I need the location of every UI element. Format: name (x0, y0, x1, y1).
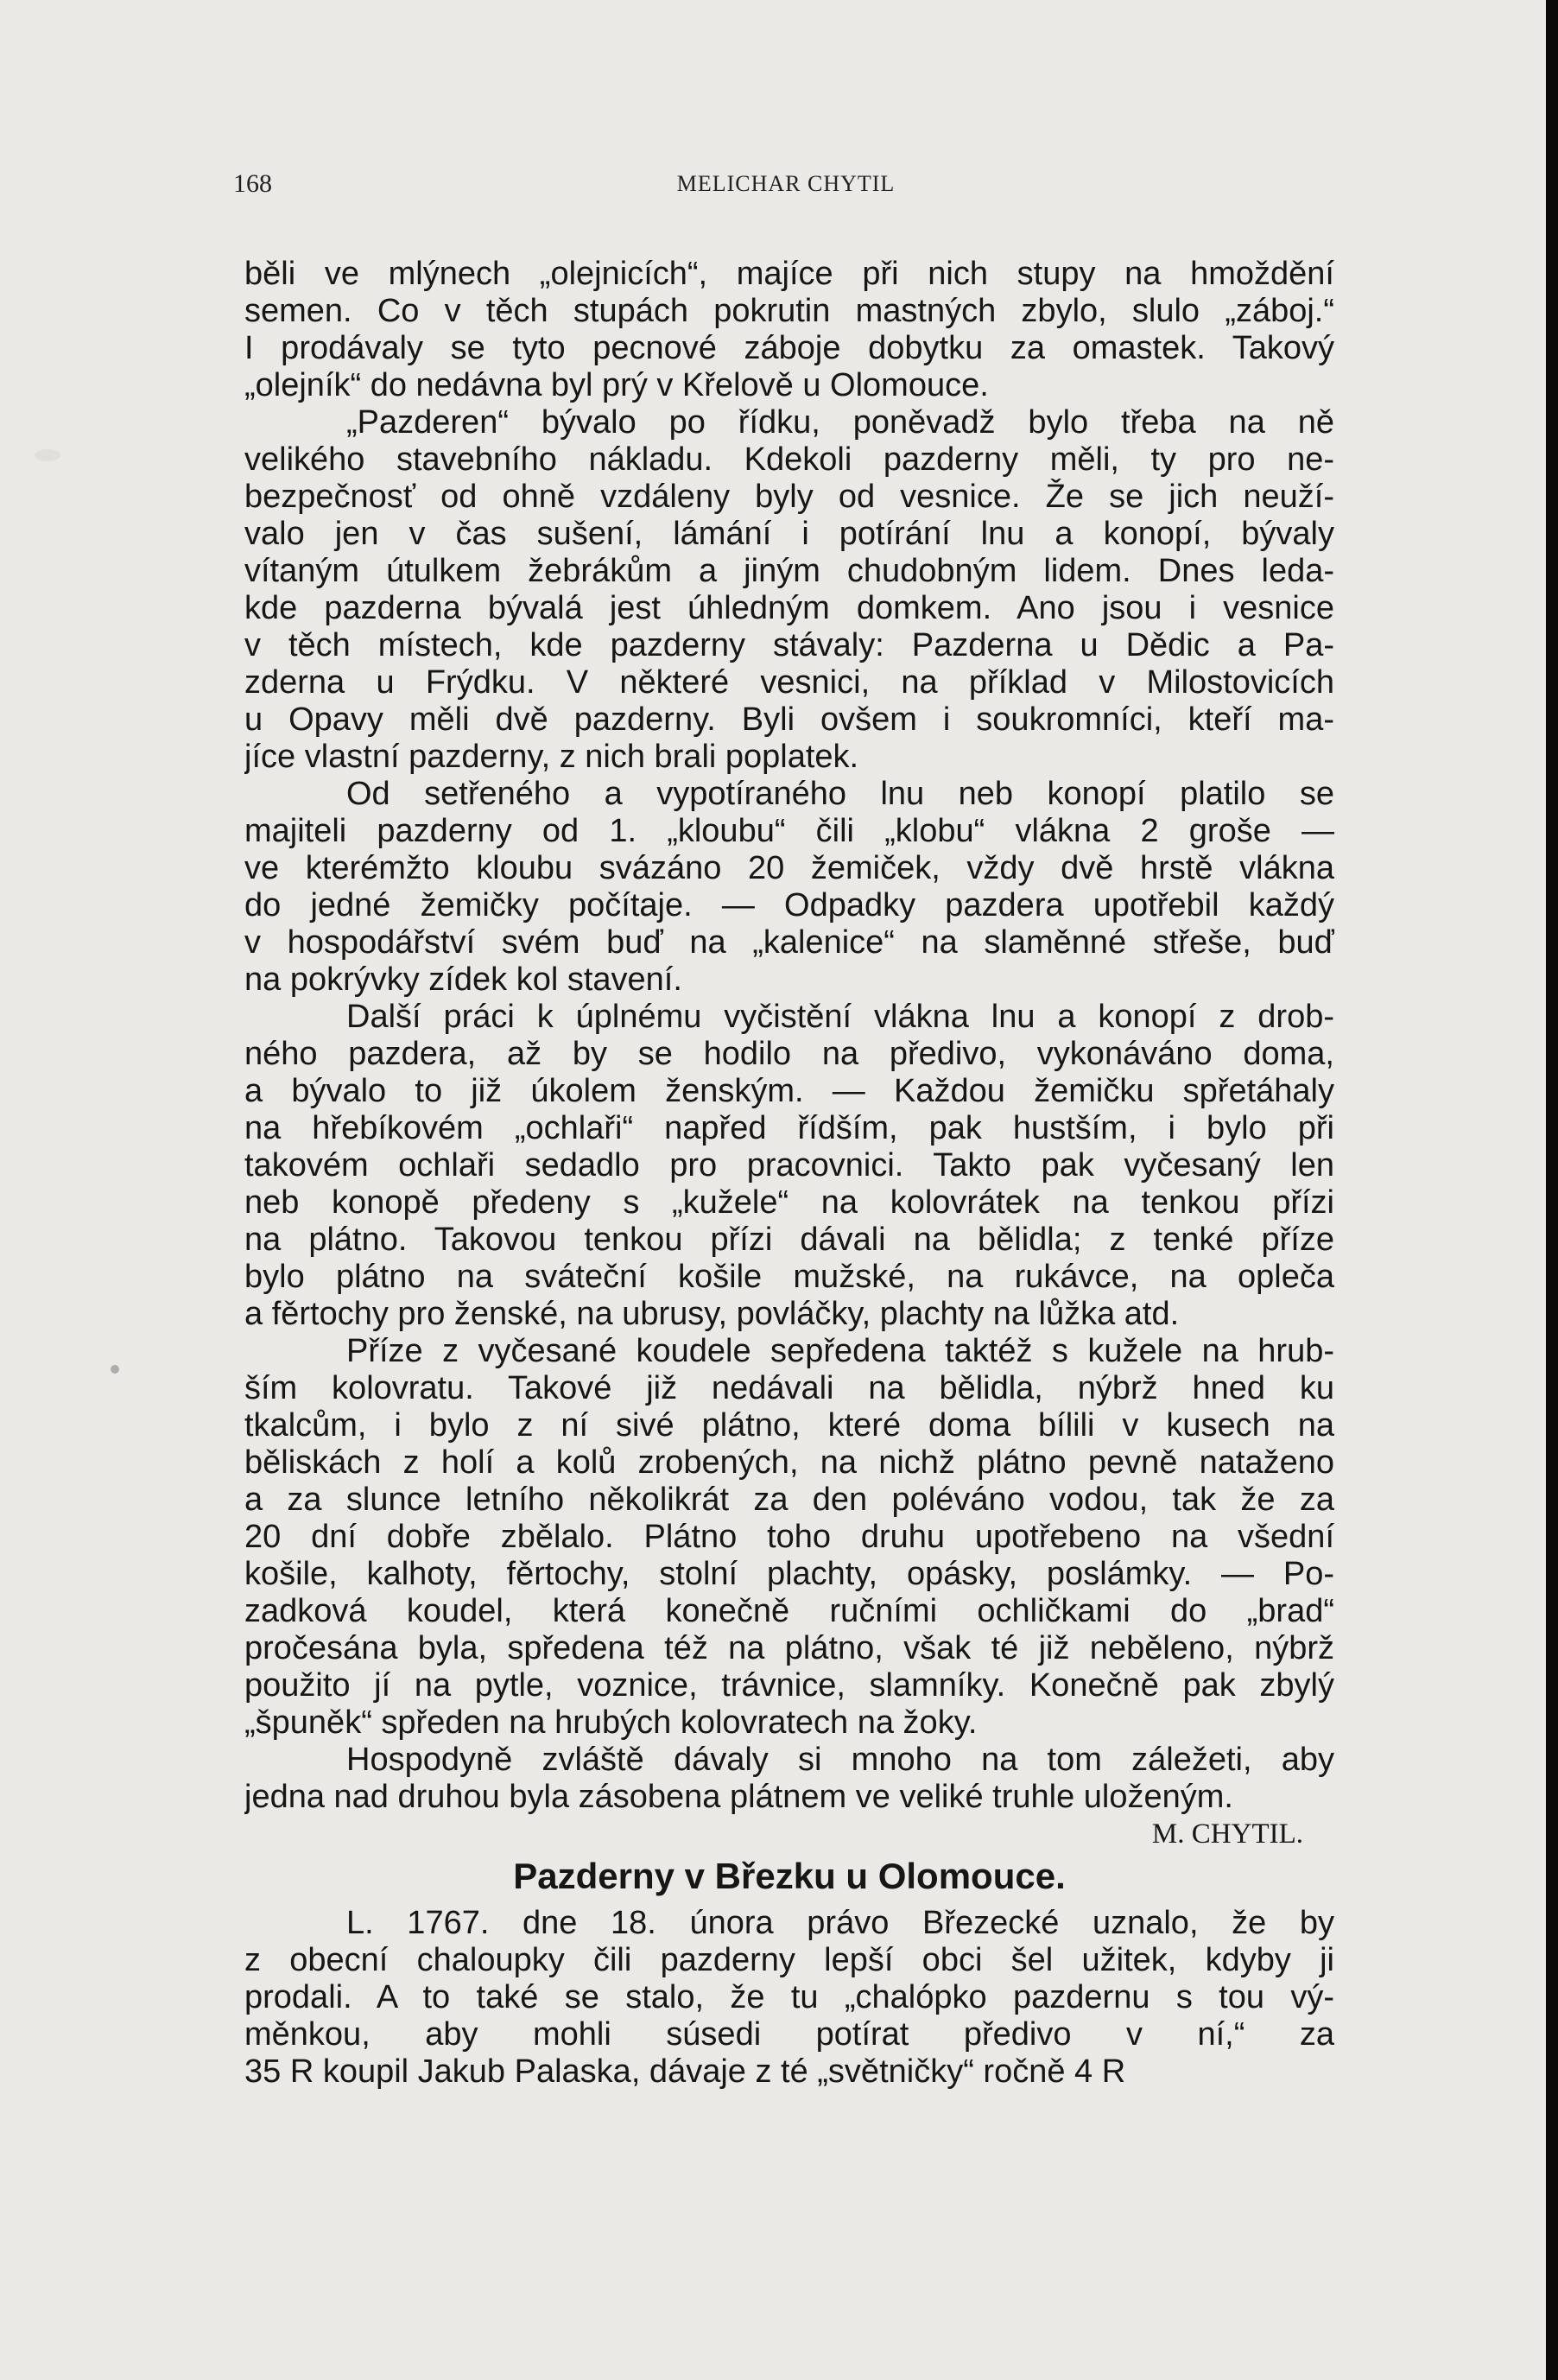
text-line: ve kterémžto kloubu svázáno 20 žemiček, vždy dvě hrstě vlákna (244, 850, 1334, 886)
text-line: takovém ochlaři sedadlo pro pracovnici. Takto pak vyčesaný len (244, 1147, 1334, 1184)
text-line: na pokrývky zídek kol stavení. (244, 962, 682, 998)
text-line: „olejník“ do nedávna byl prý v Křelově u Olomouce. (244, 367, 989, 403)
text-line: Hospodyně zvláště dávaly si mnoho na tom záležeti, aby (346, 1742, 1334, 1778)
text-line: a fěrtochy pro ženské, na ubrusy, povláčky, plachty na lůžka atd. (244, 1296, 1180, 1332)
text-line: Další práci k úplnému vyčistění vlákna lnu a konopí z drob- (346, 999, 1334, 1035)
text-line: I prodávaly se tyto pecnové záboje dobytku za omastek. Takový (244, 330, 1334, 366)
text-line: „Pazderen“ bývalo po řídku, poněvadž bylo třeba na ně (346, 404, 1334, 441)
text-line: vítaným útulkem žebrákům a jiným chudobným lidem. Dnes leda- (244, 553, 1334, 589)
paragraph (244, 999, 1334, 1333)
author-signature: M. CHYTIL. (1151, 1818, 1303, 1850)
text-line: valo jen v čas sušení, lámání i potírání lnu a konopí, bývaly (244, 516, 1334, 552)
text-line: košile, kalhoty, fěrtochy, stolní plachty, opásky, poslámky. — Po- (244, 1556, 1334, 1592)
text-line: Příze z vyčesané koudele sepředena taktéž s kužele na hrub- (346, 1333, 1334, 1369)
section-paragraph (244, 1905, 1334, 2091)
paper-stain (111, 1365, 119, 1374)
text-line: běliskách z holí a kolů zrobených, na nichž plátno pevně nataženo (244, 1444, 1334, 1481)
text-line: v těch místech, kde pazderny stávaly: Pazderna u Dědic a Pa- (244, 627, 1334, 663)
text-line: „špuněk“ spředen na hrubých kolovratech na žoky. (244, 1704, 978, 1741)
text-line: bezpečnosť od ohně vzdáleny byly od vesnice. Že se jich neuží- (244, 479, 1334, 515)
text-line: použito jí na pytle, voznice, trávnice, slamníky. Konečně pak zbylý (244, 1667, 1334, 1704)
text-line: měnkou, aby mohli súsedi potírat předivo v ní,“ za (244, 2016, 1334, 2053)
paragraph (244, 404, 1334, 776)
text-line: z obecní chaloupky čili pazderny lepší obci šel užitek, kdyby ji (244, 1942, 1334, 1978)
text-line: běli ve mlýnech „olejnicích“, majíce při nich stupy na hmoždění (244, 256, 1334, 292)
text-line: ším kolovratu. Takové již nedávali na bělidla, nýbrž hned ku (244, 1370, 1334, 1406)
body-text (244, 256, 1334, 2091)
text-line: ného pazdera, až by se hodilo na předivo, vykonáváno doma, (244, 1036, 1334, 1072)
text-line: jedna nad druhou byla zásobena plátnem ve veliké truhle uloženým. (244, 1779, 1233, 1815)
text-line: bylo plátno na sváteční košile mužské, na rukávce, na opleča (244, 1259, 1334, 1295)
text-line: tkalcům, i bylo z ní sivé plátno, které doma bílili v kusech na (244, 1407, 1334, 1444)
paper-stain (35, 449, 60, 461)
text-line: zadková koudel, která konečně ručními ochličkami do „brad“ (244, 1593, 1334, 1629)
text-line: na plátno. Takovou tenkou přízi dávali na bělidla; z tenké příze (244, 1222, 1334, 1258)
text-line: neb konopě předeny s „kužele“ na kolovrátek na tenkou přízi (244, 1184, 1334, 1221)
text-line: 20 dní dobře zbělalo. Plátno toho druhu upotřebeno na všední (244, 1519, 1334, 1555)
text-line: a bývalo to již úkolem ženským. — Každou žemičku spřetáhaly (244, 1073, 1334, 1109)
text-line: zderna u Frýdku. V některé vesnici, na příklad v Milostovicích (244, 664, 1334, 701)
text-line: semen. Co v těch stupách pokrutin mastných zbylo, slulo „záboj.“ (244, 293, 1334, 329)
text-line: jíce vlastní pazderny, z nich brali poplatek. (244, 739, 859, 775)
paragraph (244, 776, 1334, 999)
paragraph (244, 1742, 1334, 1816)
page-number: 168 (233, 169, 272, 198)
paragraph (244, 256, 1334, 404)
text-line: prodali. A to také se stalo, že tu „chalópko pazdernu s tou vý- (244, 1979, 1334, 2015)
text-line: pročesána byla, spředena též na plátno, však té již neběleno, nýbrž (244, 1630, 1334, 1666)
text-line: u Opavy měli dvě pazderny. Byli ovšem i soukromníci, kteří ma- (244, 701, 1334, 738)
text-line: majiteli pazderny od 1. „kloubu“ čili „klobu“ vlákna 2 groše — (244, 813, 1334, 849)
text-line: v hospodářství svém buď na „kalenice“ na slaměnné střeše, buď (244, 924, 1334, 961)
text-line: 35 R koupil Jakub Palaska, dávaje z té „světničky“ ročně 4 R (244, 2053, 1126, 2090)
paragraph (244, 1333, 1334, 1742)
running-head: MELICHAR CHYTIL (676, 171, 896, 196)
page-edge-shadow (1546, 0, 1558, 2380)
page-header (233, 169, 1339, 204)
text-line: a za slunce letního několikrát za den poléváno vodou, tak že za (244, 1482, 1334, 1518)
text-line: na hřebíkovém „ochlaři“ napřed řídším, pak hustším, i bylo při (244, 1110, 1334, 1146)
text-line: L. 1767. dne 18. února právo Březecké uznalo, že by (346, 1905, 1334, 1941)
text-line: Od setřeného a vypotíraného lnu neb konopí platilo se (346, 776, 1334, 812)
text-line: kde pazderna bývalá jest úhledným domkem. Ano jsou i vesnice (244, 590, 1334, 626)
text-line: do jedné žemičky počítaje. — Odpadky pazdera upotřebil každý (244, 887, 1334, 923)
text-line: velikého stavebního nákladu. Kdekoli pazderny měli, ty pro ne- (244, 441, 1334, 478)
section-heading: Pazderny v Březku u Olomouce. (513, 1856, 1066, 1896)
